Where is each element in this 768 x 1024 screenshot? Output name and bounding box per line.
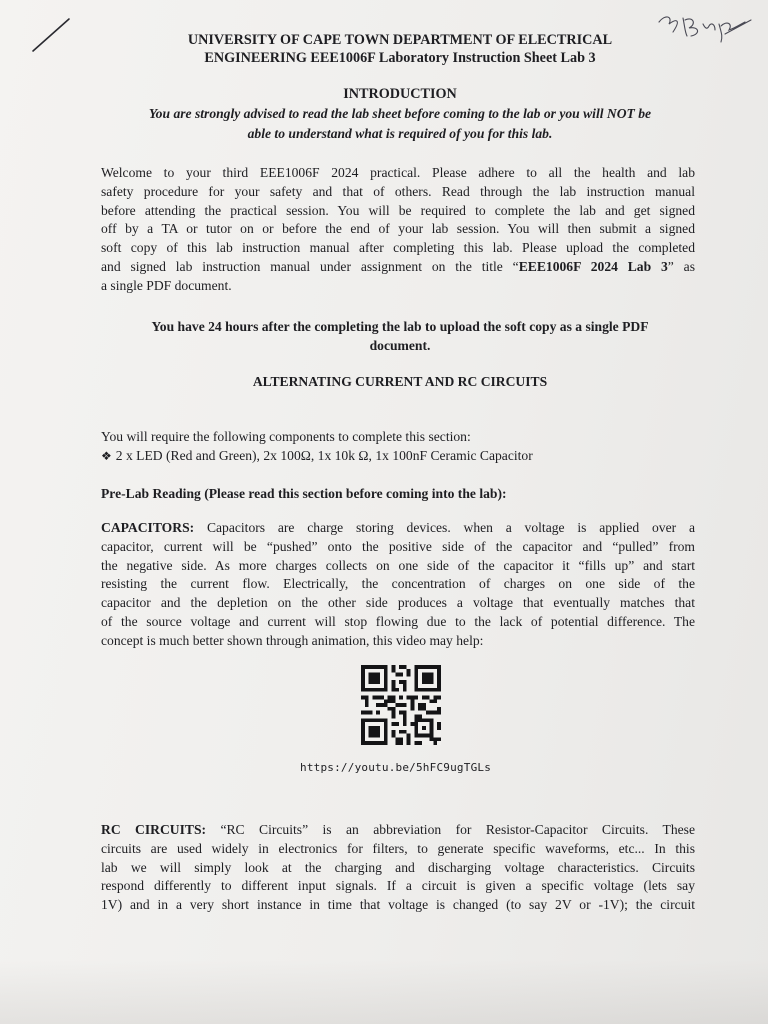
prelab-heading: Pre-Lab Reading (Please read this section before coming into the lab): (101, 486, 507, 501)
advice-text (90, 104, 710, 144)
rc-text: “RC Circuits” is an abbreviation for Resistor-Capacitor Circuits. These (206, 822, 695, 837)
advice-line-2: able to understand what is required of you for this lab. (247, 126, 553, 141)
welcome-paragraph (101, 164, 695, 296)
rc-line: circuits are used widely in electronics for filters, to generate specific waveforms, etc... In this (101, 840, 695, 856)
rc-circuits-paragraph (101, 821, 695, 915)
capacitors-line: of the source voltage and current will stop flowing due to the lack of potential difference. The (101, 613, 695, 629)
deadline-line-1: You have 24 hours after the completing the lab to upload the soft copy as a single PDF (151, 319, 649, 334)
welcome-line: off by a TA or tutor on or before the end of your lab session. You will then submit a signed (101, 221, 695, 237)
rc-first-line (101, 821, 695, 840)
capacitors-line: the negative side. As more charges collects on one side of the capacitor it “fills up” and start (101, 557, 695, 573)
bullet-icon: ❖ (101, 448, 112, 463)
capacitors-line: resisting the current flow. Electrically, the concentration of charges on one side of the (101, 576, 695, 592)
capacitors-line: capacitor, current will be “pushed” onto the positive side of the capacitor and “pulled” from (101, 538, 695, 554)
header-line-1: UNIVERSITY OF CAPE TOWN DEPARTMENT OF ELECTRICAL (187, 32, 613, 48)
welcome-line: Welcome to your third EEE1006F 2024 practical. Please adhere to all the health and lab (101, 165, 695, 180)
deadline-line-2: document. (369, 337, 431, 353)
welcome-line: a single PDF document. (101, 277, 232, 293)
welcome-line: safety procedure for your safety and that of others. Read through the lab instruction manual (101, 183, 695, 199)
rc-heading: RC CIRCUITS: (101, 822, 207, 837)
header-line-2: ENGINEERING EEE1006F Laboratory Instruction Sheet Lab 3 (204, 50, 596, 66)
capacitors-text: Capacitors are charge storing devices. when a voltage is applied over a (194, 520, 695, 535)
pen-stroke-icon (30, 16, 72, 54)
welcome-line (101, 258, 695, 277)
welcome-line: before attending the practical session. You will be required to complete the lab and get signed (101, 202, 695, 218)
capacitors-line: concept is much better shown through animation, this video may help: (101, 632, 484, 648)
capacitors-paragraph (101, 519, 695, 651)
introduction-heading: INTRODUCTION (343, 86, 457, 102)
welcome-text: and signed lab instruction manual under assignment on the title “ (101, 258, 519, 274)
advice-line-1: You are strongly advised to read the lab sheet before coming to the lab or you will NOT be (148, 106, 652, 121)
welcome-line: soft copy of this lab instruction manual after completing this lab. Please upload the completed (101, 240, 695, 256)
capacitors-first-line (101, 519, 695, 538)
section-title: ALTERNATING CURRENT AND RC CIRCUITS (252, 374, 548, 389)
components-block (101, 428, 695, 466)
video-link[interactable]: https://youtu.be/5hFC9ugTGLs (300, 761, 492, 774)
rc-line: 1V) and in a very short instance in time that voltage is changed (to say 2V or -1V); the circuit (101, 897, 695, 913)
components-text: 2 x LED (Red and Green), 2x 100Ω, 1x 10k Ω, 1x 100nF Ceramic Capacitor (115, 447, 533, 463)
qr-code-icon[interactable] (359, 665, 443, 745)
capacitors-line: capacitor and the depletion on the other side produces a voltage that eventually matches that (101, 595, 695, 611)
welcome-text: ” as (667, 258, 695, 274)
deadline-notice (80, 318, 720, 356)
rc-line: lab we will simply look at the charging and discharging voltage characteristics. Circuits (101, 859, 695, 875)
rc-line: respond differently to different input signals. If a circuit is given a specific voltage (lets say (101, 878, 695, 894)
capacitors-heading: CAPACITORS: (101, 520, 195, 535)
university-title (100, 31, 700, 67)
require-text: You will require the following components to complete this section: (101, 429, 471, 444)
component-list-item (101, 447, 695, 466)
lab-title-bold: EEE1006F 2024 Lab 3 (518, 258, 668, 274)
page-bottom-shadow (0, 960, 768, 1024)
